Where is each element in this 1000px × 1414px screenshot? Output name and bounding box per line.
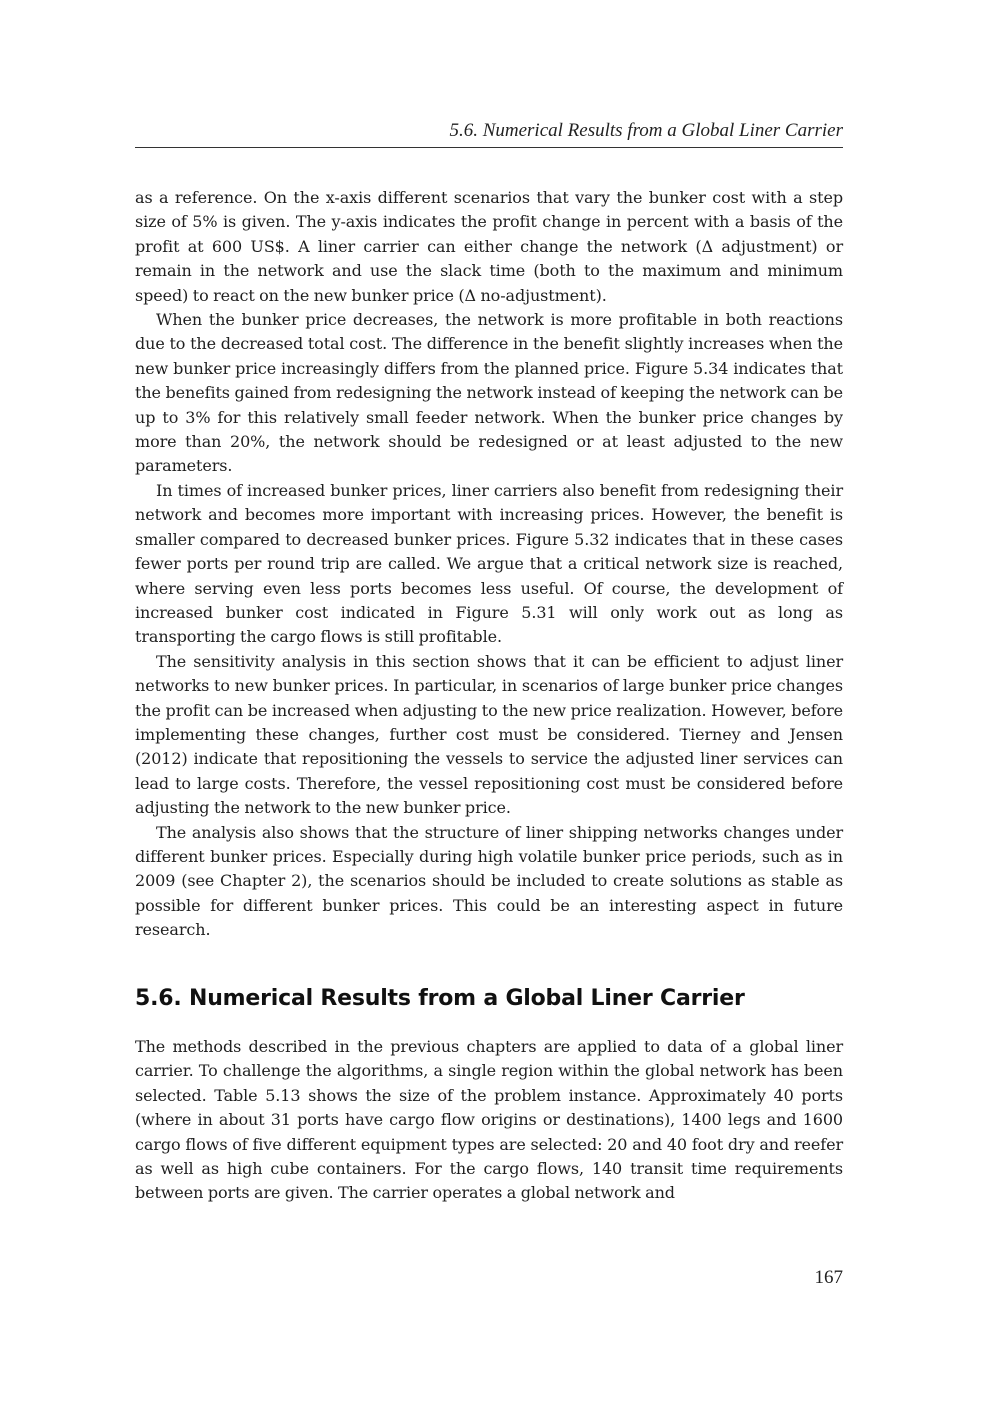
body-text-block [135,186,843,943]
paragraph: as a reference. On the x-axis different scenarios that vary the bunker cost with a step size of 5% is given. The y-axis indicates the profit change in percent with a basis of the profit at 600 US$. A liner carrier can either change the network (Δ adjustment) or remain in the network and use the slack time (both to the maximum and minimum speed) to react on the new bunker price (Δ no-adjustment). [135,188,843,305]
paragraph: The analysis also shows that the structure of liner shipping networks changes under different bunker prices. Especially during high volatile bunker price periods, such as in 2009 (see Chapter 2), the scenarios should be included to create solutions as stable as possible for different bunker prices. This could be an interesting aspect in future research. [135,822,843,940]
section-text-block [135,1035,843,1206]
running-header: 5.6. Numerical Results from a Global Liner Carrier [449,120,843,141]
paragraph: The methods described in the previous chapters are applied to data of a global liner carrier. To challenge the algorithms, a single region within the global network has been selected. Table 5.13 shows the size of the problem instance. Approximately 40 ports (where in about 31 ports have cargo flow origins or destinations), 1400 legs and 1600 cargo flows of five different equipment types are selected: 20 and 40 foot dry and reefer as well as high cube containers. For the cargo flows, 140 transit time requirements between ports are given. The carrier operates a global network and [135,1037,843,1203]
page-number: 167 [814,1267,843,1288]
paragraph: When the bunker price decreases, the network is more profitable in both reactions due to the decreased total cost. The difference in the benefit slightly increases when the new bunker price increasingly differs from the planned price. Figure 5.34 indicates that the benefits gained from redesigning the network instead of keeping the network can be up to 3% for this relatively small feeder network. When the bunker price changes by more than 20%, the network should be redesigned or at least adjusted to the new parameters. [135,310,843,476]
paragraph: The sensitivity analysis in this section shows that it can be efficient to adjust liner networks to new bunker prices. In particular, in scenarios of large bunker price changes the profit can be increased when adjusting to the new price realization. However, before implementing these changes, further cost must be considered. Tierney and Jensen (2012) indicate that repositioning the vessels to service the adjusted liner services can lead to large costs. Therefore, the vessel repositioning cost must be considered before adjusting the network to the new bunker price. [135,651,843,818]
paragraph: In times of increased bunker prices, liner carriers also benefit from redesigning their network and becomes more important with increasing prices. However, the benefit is smaller compared to decreased bunker prices. Figure 5.32 indicates that in these cases fewer ports per round trip are called. We argue that a critical network size is reached, where serving even less ports becomes less useful. Of course, the development of increased bunker cost indicated in Figure 5.31 will only work out as long as transporting the cargo flows is still profitable. [135,480,843,647]
section-heading: 5.6. Numerical Results from a Global Liner Carrier [135,986,745,1011]
header-rule [135,147,843,148]
